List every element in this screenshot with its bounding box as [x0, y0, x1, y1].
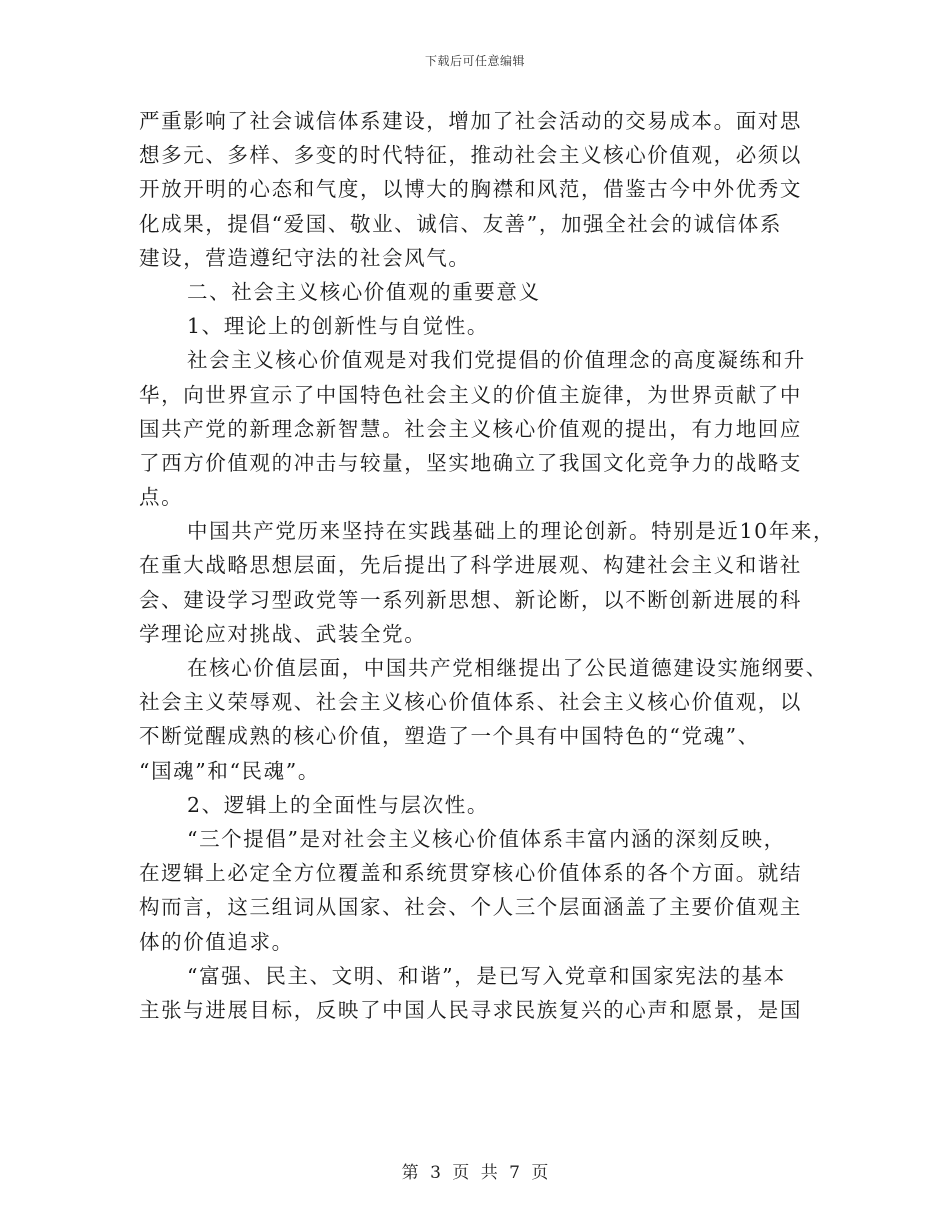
text-line: 体的价值追求。 — [139, 929, 294, 954]
text-line: 社会主义核心价值观是对我们党提倡的价值理念的高度凝练和升 — [187, 348, 806, 373]
text-line: 华，向世界宣示了中国特色社会主义的价值主旋律，为世界贡献了中 — [139, 382, 802, 407]
text-line: 学理论应对挑战、武装全党。 — [139, 621, 427, 646]
text-line: 2、逻辑上的全面性与层次性。 — [187, 792, 489, 817]
text-line: “三个提倡”是对社会主义核心价值体系丰富内涵的深刻反映， — [187, 826, 786, 851]
text-line: 想多元、多样、多变的时代特征，推动社会主义核心价值观，必须以 — [139, 143, 802, 168]
text-line: 会、建设学习型政党等一系列新思想、新论断，以不断创新进展的科 — [139, 587, 802, 612]
text-line: 在核心价值层面，中国共产党相继提出了公民道德建设实施纲要、 — [187, 656, 828, 680]
text-line: 1、理论上的创新性与自觉性。 — [187, 314, 489, 339]
text-line: 二、社会主义核心价值观的重要意义 — [187, 279, 541, 304]
text-line: 化成果，提倡“爱国、敬业、诚信、友善”，加强全社会的诚信体系 — [139, 211, 782, 236]
text-line: 主张与进展目标，反映了中国人民寻求民族复兴的心声和愿景，是国 — [139, 997, 802, 1022]
text-line: 不断觉醒成熟的核心价值，塑造了一个具有中国特色的“党魂”、 — [139, 724, 760, 749]
text-line: 了西方价值观的冲击与较量，坚实地确立了我国文化竞争力的战略支 — [139, 450, 802, 475]
text-line: 在重大战略思想层面，先后提出了科学进展观、构建社会主义和谐社 — [139, 553, 802, 578]
text-line: 构而言，这三组词从国家、社会、个人三个层面涵盖了主要价值观主 — [139, 895, 802, 920]
text-line: “国魂”和“民魂”。 — [139, 758, 320, 783]
text-line: 建设，营造遵纪守法的社会风气。 — [139, 245, 471, 270]
text-line: 严重影响了社会诚信体系建设，增加了社会活动的交易成本。面对思 — [139, 109, 802, 133]
text-line: 开放开明的心态和气度，以博大的胸襟和风范，借鉴古今中外优秀文 — [139, 177, 802, 202]
text-line: 点。 — [139, 485, 184, 510]
text-line: 中国共产党历来坚持在实践基础上的理论创新。特别是近10年来， — [187, 519, 836, 544]
text-line: 社会主义荣辱观、社会主义核心价值体系、社会主义核心价值观，以 — [139, 690, 802, 715]
page-footer: 第 3 页 共 7 页 — [401, 1163, 549, 1183]
text-line: “富强、民主、文明、和谐”，是已写入党章和国家宪法的基本 — [187, 963, 786, 988]
body-text — [139, 104, 836, 1027]
page-header: 下载后可任意编辑 — [424, 54, 525, 68]
text-line: 在逻辑上必定全方位覆盖和系统贯穿核心价值体系的各个方面。就结 — [139, 861, 802, 886]
text-line: 国共产党的新理念新智慧。社会主义核心价值观的提出，有力地回应 — [139, 416, 802, 441]
